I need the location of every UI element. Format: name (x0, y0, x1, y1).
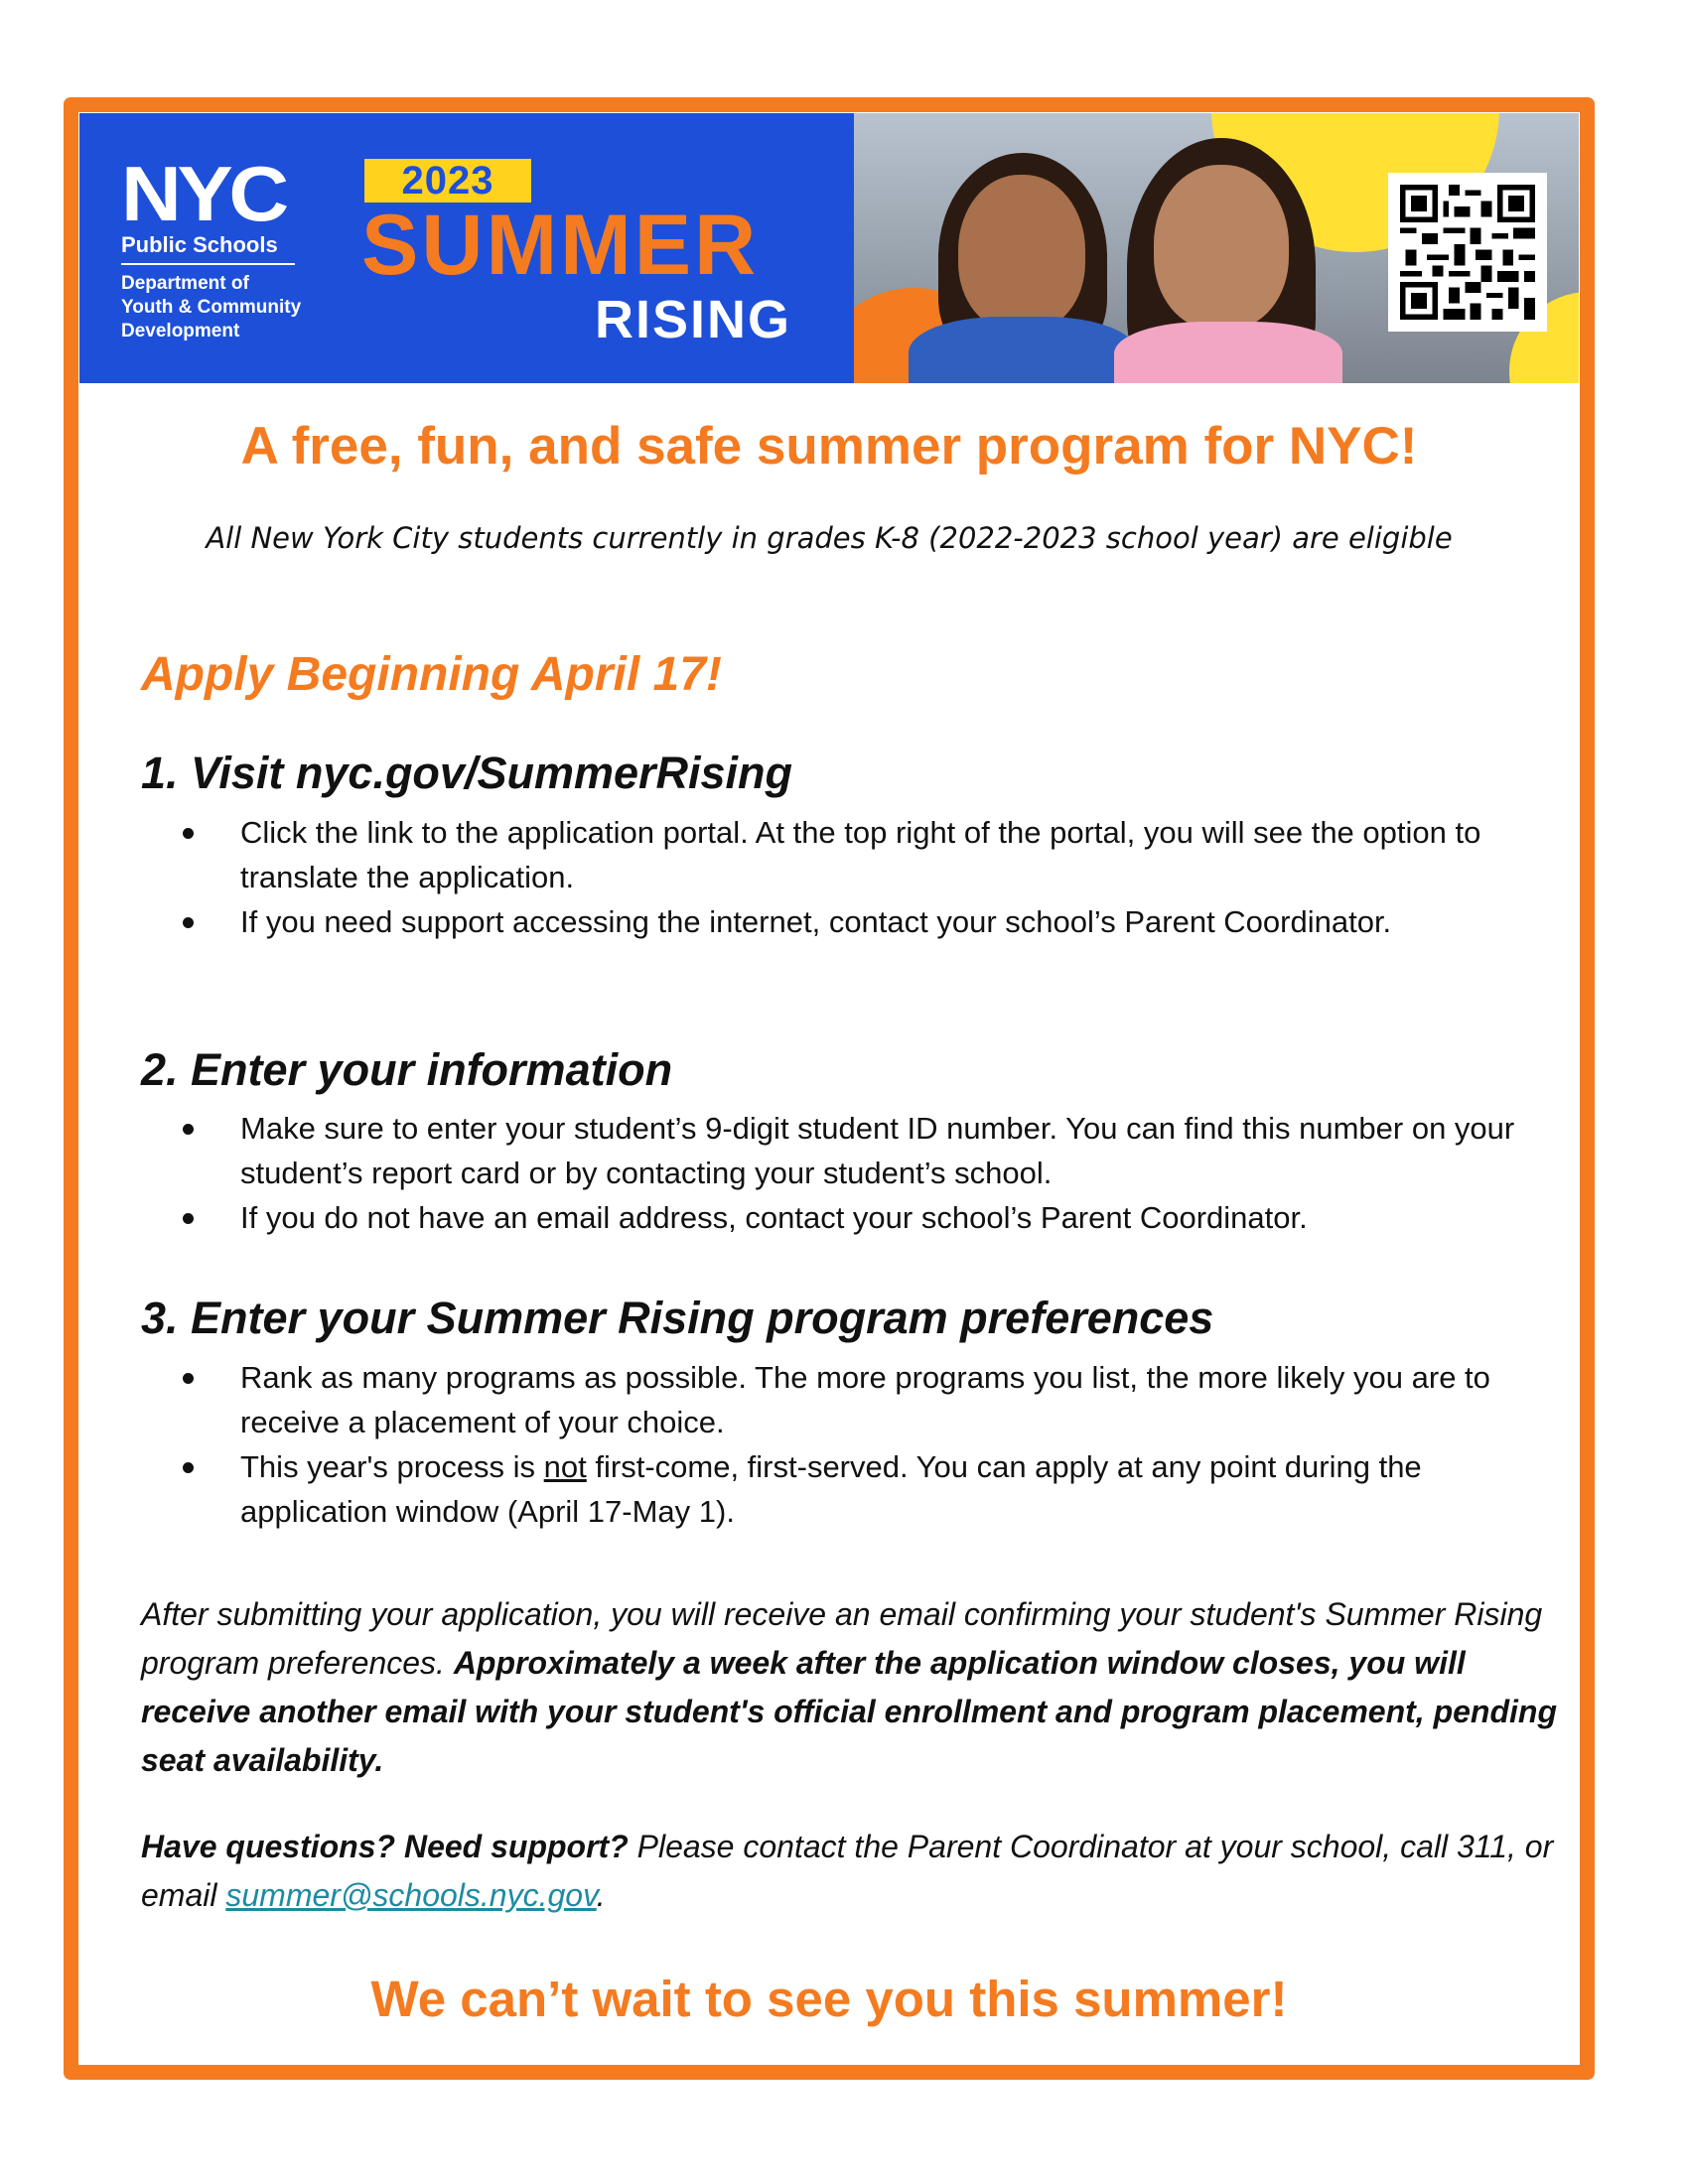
apply-date-heading: Apply Beginning April 17! (141, 648, 722, 701)
list-item (141, 1195, 1531, 1240)
nyc-logo-mark: NYC (121, 150, 285, 237)
bullet-emphasis-not: not (543, 1449, 587, 1484)
step-2-heading: 2. Enter your information (141, 1044, 673, 1095)
logo-divider (121, 263, 295, 265)
questions-text: Please contact the Parent Coordinator at your school, call 311, or email (141, 1829, 1554, 1913)
bullet-text: If you do not have an email address, contact your school’s Parent Coordinator. (240, 1200, 1308, 1235)
bullet-icon (183, 917, 194, 928)
bullet-icon (183, 1373, 194, 1384)
list-item (141, 1444, 1531, 1534)
step-2-bullets (141, 1106, 1531, 1240)
after-submission-text: After submitting your application, you will receive an email confirming your student's Summer Rising program preferences. (141, 1596, 1543, 1681)
after-submission-paragraph (141, 1590, 1561, 1785)
bullet-text: If you need support accessing the internet, contact your school’s Parent Coordinator. (240, 904, 1392, 939)
year-badge: 2023 (364, 159, 531, 203)
step-1-heading: 1. Visit nyc.gov/SummerRising (141, 748, 793, 798)
list-item (141, 1355, 1531, 1444)
summer-title: SUMMER (361, 198, 760, 293)
nyc-public-schools-logo (121, 150, 310, 343)
dept-line-1: Department of (121, 273, 249, 294)
bullet-text-before: This year's process is (240, 1449, 544, 1484)
questions-lead: Have questions? Need support? (141, 1829, 629, 1864)
step-1-bullets (141, 810, 1531, 944)
closing-message: We can’t wait to see you this summer! (370, 1971, 1288, 2027)
header-banner (79, 113, 1579, 383)
bullet-text: Click the link to the application portal. At the top right of the portal, you will see the option to translate the application. (240, 815, 1481, 894)
bullet-text: Make sure to enter your student’s 9-digit student ID number. You can find this number on your student’s report card or by contacting your student’s school. (240, 1111, 1515, 1190)
questions-paragraph (141, 1823, 1561, 1920)
list-item (141, 899, 1531, 944)
support-email-link[interactable]: summer@schools.nyc.gov (225, 1877, 597, 1913)
bullet-icon (183, 1124, 194, 1135)
step-3-bullets (141, 1355, 1531, 1534)
dept-line-2: Youth & Community (121, 297, 302, 318)
bullet-icon (183, 828, 194, 839)
enrollment-notice: Approximately a week after the application window closes, you will receive another email with your student's official enrollment and program placement, pending seat availability. (141, 1645, 1557, 1778)
dept-line-3: Development (121, 321, 240, 341)
bullet-text: Rank as many programs as possible. The more programs you list, the more likely you are to receive a placement of your choice. (240, 1360, 1490, 1439)
qr-code-icon (1400, 185, 1535, 320)
logo-org-name: Public Schools (121, 232, 278, 257)
bullet-icon (183, 1462, 194, 1473)
list-item (141, 1106, 1531, 1195)
bullet-text-after: first-come, first-served. You can apply at any point during the application window (April 17-May 1). (240, 1449, 1422, 1529)
list-item (141, 810, 1531, 899)
rising-title: RISING (595, 290, 792, 349)
bullet-icon (183, 1213, 194, 1224)
headline: A free, fun, and safe summer program for NYC! (240, 417, 1418, 476)
step-3-heading: 3. Enter your Summer Rising program preferences (141, 1293, 1214, 1343)
questions-end: . (596, 1877, 606, 1913)
qr-code[interactable] (1388, 173, 1547, 332)
eligibility-note: All New York City students currently in grades K-8 (2022-2023 school year) are eligible (206, 521, 1453, 555)
